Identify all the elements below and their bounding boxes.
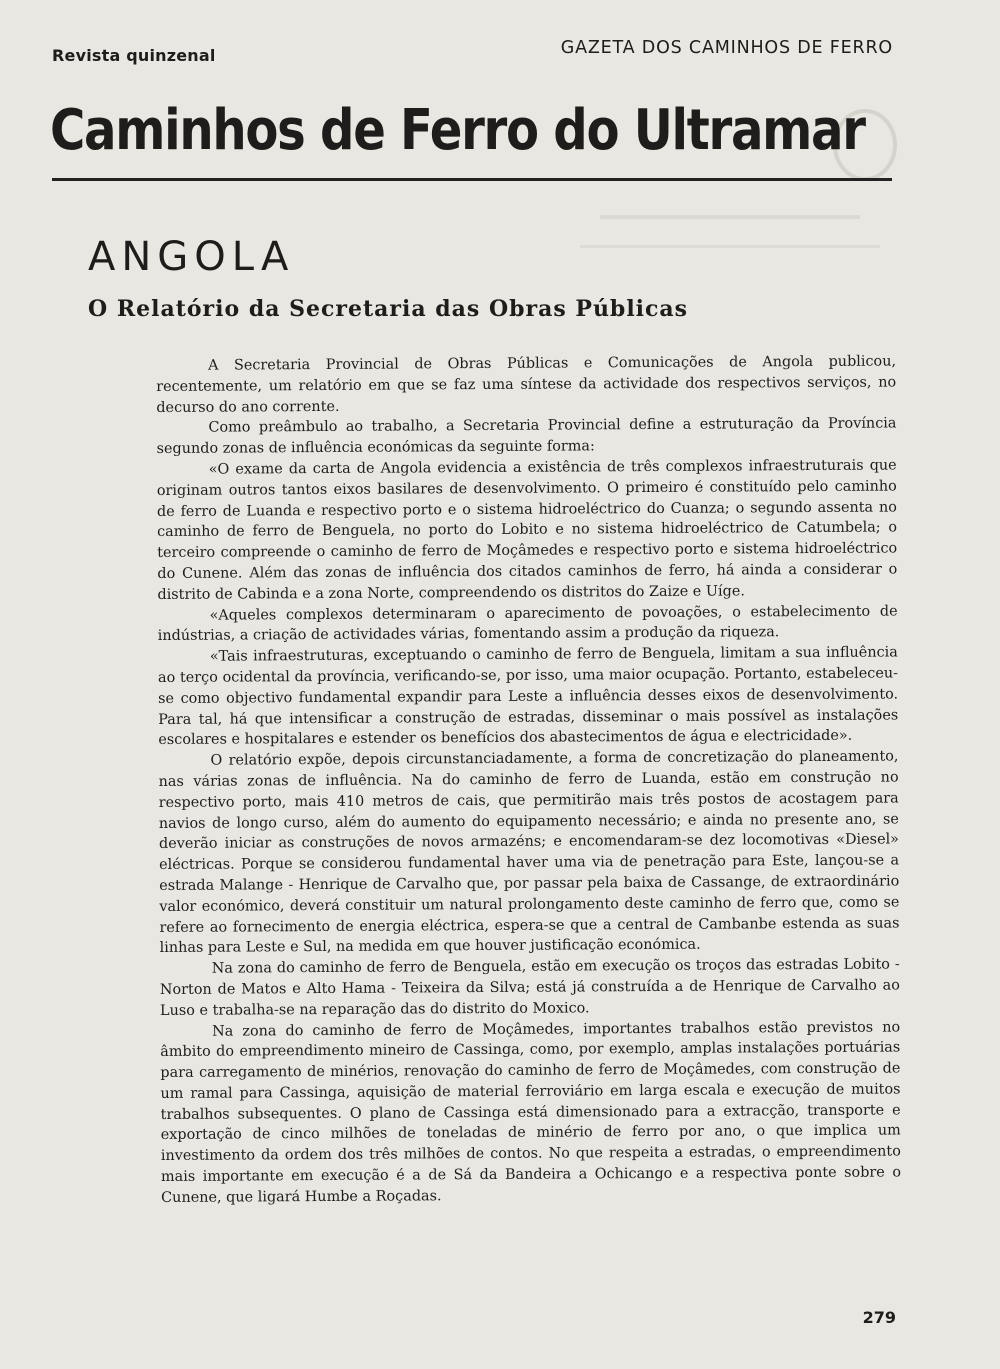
paragraph: O relatório expõe, depois circunstanciadamente, a forma de concretização do planeamento, nas várias zonas de influência. Na do caminho de ferro de Luanda, estão em construção no respectivo porto, mais 410 metros de cais, que permitirão mais três postos de acostagem para navios de longo curso, além do aumento do equipamento necessário; e ainda no presente ano, se deverão iniciar as construções de novos armazéns; e encomendaram-se dez locomotivas «Diesel» eléctricas. Porque se considerou fundamental haver uma via de penetração para Este, lançou-se a estrada Malange - Henrique de Carvalho que, por passar pela baixa de Cassange, de extraordinário valor económico, deverá constituir um natural prolongamento deste caminho de ferro que, como se refere ao fornecimento de energia eléctrica, espera-se que a central de Cambanbe estenda as suas linhas para Leste e Sul, na medida em que houver justificação económica. (158, 748, 900, 957)
article-subtitle: O Relatório da Secretaria das Obras Públicas (88, 296, 689, 322)
journal-frequency: Revista quinzenal (52, 46, 216, 65)
article-body (156, 351, 901, 1208)
title-divider (52, 178, 892, 181)
section-heading: ANGOLA (88, 234, 295, 280)
paragraph: «Tais infraestruturas, exceptuando o caminho de ferro de Benguela, limitam a sua influência ao terço ocidental da província, verificando-se, por isso, uma maior ocupação. Portanto, estabeleceu-se como objectivo fundamental expandir para Leste a influência desses eixos de desenvolvimento. Para tal, há que intensificar a construção de estradas, disseminar o mais possível as instalações escolares e hospitalares e estender os benefícios dos abastecimentos de água e electricidade». (157, 644, 899, 749)
paragraph: Na zona do caminho de ferro de Moçâmedes, importantes trabalhos estão previstos no âmbito do empreendimento mineiro de Cassinga, como, por exemplo, amplas instalações portuárias para carregamento de minérios, renovação do caminho de ferro de Moçâmedes, com construção de um ramal para Cassinga, aquisição de material ferroviário em larga escala e execução de muitos trabalhos subsequentes. O plano de Cassinga está dimensionado para a extracção, transporte e exportação de cinco milhões de toneladas de minério de ferro por ano, o que implica um investimento da ordem dos três milhões de contos. No que respeita a estradas, o empreendimento mais importante em execução é a de Sá da Bandeira a Ochicango e a respectiva ponte sobre o Cunene, que ligará Humbe a Roçadas. (160, 1018, 902, 1206)
paragraph: «Aqueles complexos determinaram o aparecimento de povoações, o estabelecimento de indústrias, a criação de actividades várias, fomentando assim a produção da riqueza. (157, 603, 898, 645)
paragraph: Na zona do caminho de ferro de Benguela, estão em execução os troços das estradas Lobito - Norton de Matos e Alto Hama - Teixeira da Silva; está já construída a de Henrique de Carvalho ao Luso e trabalha-se na reparação das do distrito do Moxico. (159, 956, 900, 1019)
page-number: 279 (862, 1308, 896, 1327)
paragraph: A Secretaria Provincial de Obras Públicas e Comunicações de Angola publicou, recentemente, um relatório em que se faz uma síntese da actividade dos respectivos serviços, no decurso do ano corrente. (156, 353, 897, 416)
page-title: Caminhos de Ferro do Ultramar (50, 98, 865, 163)
journal-name: GAZETA DOS CAMINHOS DE FERRO (560, 38, 893, 58)
paragraph: «O exame da carta de Angola evidencia a existência de três complexos infraestruturais que originam outros tantos eixos basilares de desenvolvimento. O primeiro é constituído pelo caminho de ferro de Luanda e respectivo porto e o sistema hidroeléctrico do Cuanza; o segundo assenta no caminho de ferro de Benguela, no porto do Lobito e no sistema hidroeléctrico de Catumbela; o terceiro compreende o caminho de ferro de Moçâmedes e respectivo porto e sistema hidroeléctrico do Cunene. Além das zonas de influência dos citados caminhos de ferro, há ainda a considerar o distrito de Cabinda e a zona Norte, compreendendo os distritos do Zaize e Uíge. (156, 457, 898, 603)
paragraph: Como preâmbulo ao trabalho, a Secretaria Provincial define a estruturação da Província segundo zonas de influência económicas da seguinte forma: (156, 415, 897, 458)
